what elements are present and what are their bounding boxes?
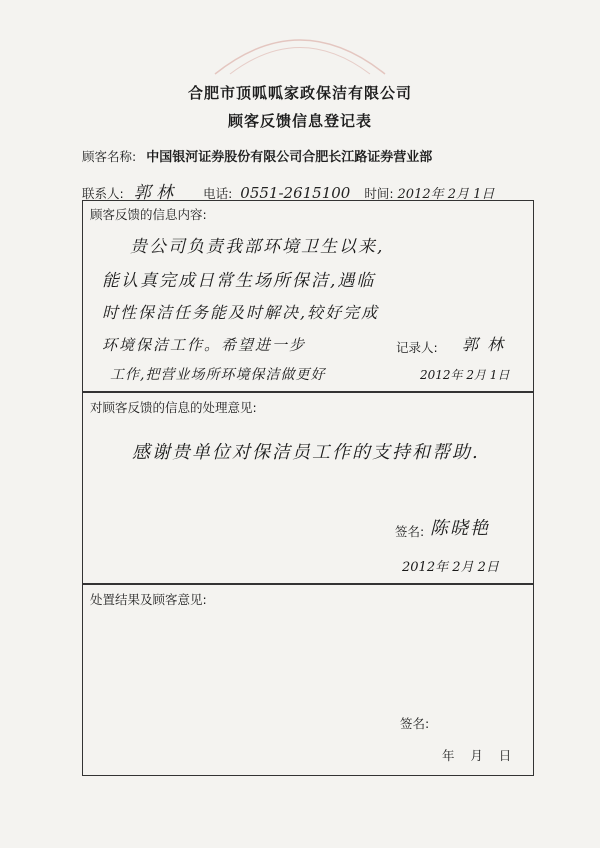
company-title: 合肥市顶呱呱家政保洁有限公司 [187,84,412,102]
feedback-line-5: 工作,把营业场所环境保洁做更好 [110,367,326,383]
recorder-label: 记录人: [396,340,438,355]
phone-value: 0551-2615100 [240,184,351,202]
feedback-line-4: 环境保洁工作。希望进一步 [102,336,307,354]
result-sign-label: 签名: [400,716,430,731]
time-value: 2012年 2月 1日 [397,187,495,202]
feedback-label: 顾客反馈的信息内容: [90,207,207,222]
contact-person-label: 联系人: [82,186,124,201]
result-date-label: 年 月 日 [442,748,512,763]
recorder-name: 郭 林 [462,335,506,354]
client-row [82,146,432,165]
feedback-date: 2012年 2月 1日 [420,368,510,382]
handling-sign-label: 签名: [395,524,425,539]
handling-sign-name: 陈晓艳 [430,518,490,539]
client-label: 顾客名称: [82,149,137,164]
feedback-line-1: 贵公司负责我部环境卫生以来, [130,237,385,257]
handling-date: 2012年 2月 2日 [402,560,499,575]
feedback-line-2: 能认真完成日常生场所保洁,遇临 [102,271,376,291]
feedback-line-3: 时性保洁任务能及时解决,较好完成 [102,303,380,322]
time-label: 时间: [364,186,394,201]
result-label: 处置结果及顾客意见: [90,592,207,607]
handling-text: 感谢贵单位对保洁员工作的支持和帮助. [132,442,480,463]
contact-person-value: 郭 林 [133,183,174,203]
company-seal-icon [205,16,395,76]
client-name: 中国银河证券股份有限公司合肥长江路证券营业部 [146,150,433,165]
form-title: 顾客反馈信息登记表 [227,112,372,130]
phone-label: 电话: [203,186,233,201]
handling-label: 对顾客反馈的信息的处理意见: [90,400,257,415]
